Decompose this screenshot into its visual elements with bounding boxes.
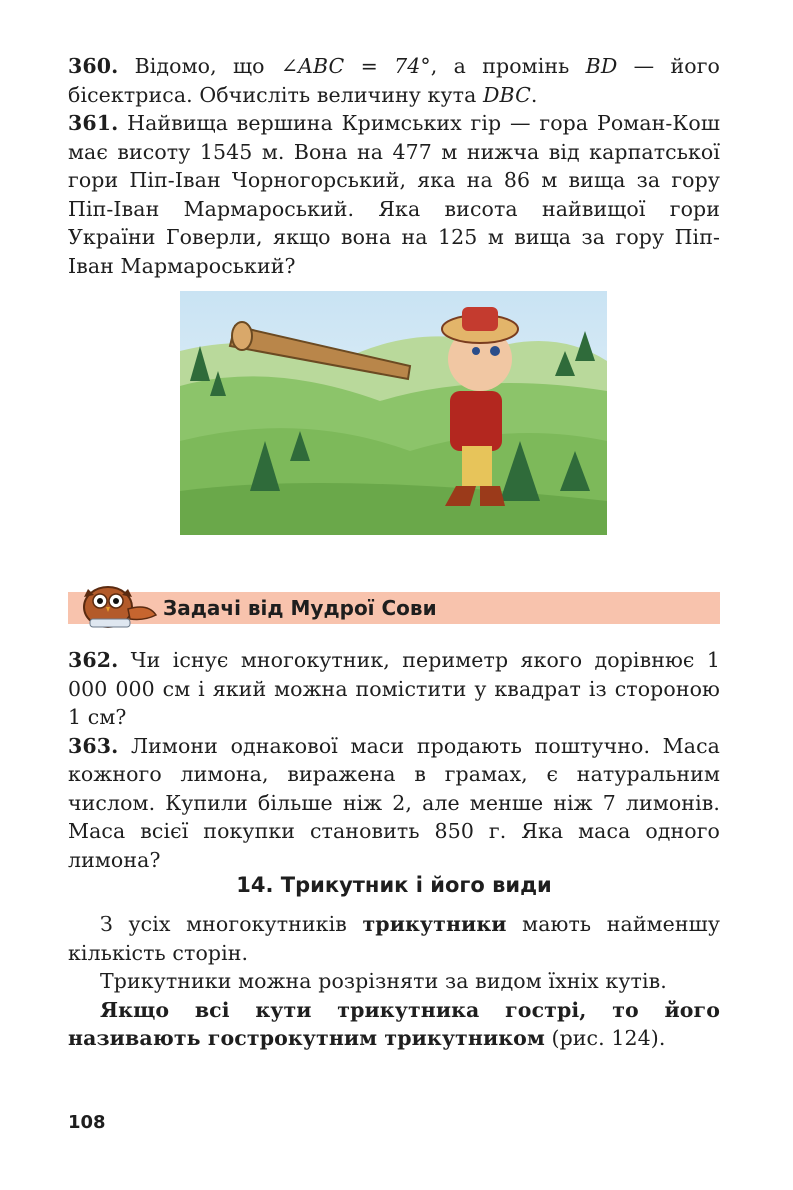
page-number: 108 bbox=[68, 1112, 106, 1133]
angle-expression: ∠ABC = 74° bbox=[280, 54, 431, 78]
problem-360: 360. Відомо, що ∠ABC = 74°, а промінь BD — його бісектриса. Обчисліть величину кута DBC. bbox=[68, 54, 720, 107]
problem-number: 360. bbox=[68, 54, 119, 78]
owl-icon bbox=[68, 575, 160, 631]
mountain-horn-illustration bbox=[180, 291, 607, 535]
problem-362: 362. Чи існує многокутник, периметр якого дорівнює 1 000 000 см і який можна помістити у квадрат із стороною 1 см? bbox=[68, 648, 720, 729]
section-heading: 14. Трикутник і його види bbox=[236, 873, 552, 897]
problem-number: 363. bbox=[68, 733, 119, 758]
definition-acute-triangle: Якщо всі кути трикутника гострі, то його називають гострокутним трикутником (рис. 124). bbox=[68, 997, 720, 1050]
problem-number: 361. bbox=[68, 111, 119, 135]
wise-owl-banner bbox=[68, 589, 720, 625]
term-triangles: трикутники bbox=[362, 912, 507, 936]
problems-owl bbox=[68, 646, 720, 874]
banner-title: Задачі від Мудрої Сови bbox=[163, 596, 437, 620]
paragraph-1: З усіх многокутників трикутники мають найменшу кількість сторін. bbox=[68, 912, 720, 965]
problem-363: 363. Лимони однакової маси продають поштучно. Маса кожного лимона, виражена в грамах, є натуральним числом. Купили більше ніж 2, але менше ніж 7 лимонів. Маса всієї покупки становить 850 г. Яка маса одного лимона? bbox=[68, 733, 720, 872]
illustration-image bbox=[180, 291, 607, 535]
problem-361: 361. Найвища вершина Кримських гір — гора Роман-Кош має висоту 1545 м. Вона на 477 м нижча від карпатської гори Піп-Іван Чорногорський, яка на 86 м вища за гору Піп-Іван Мармароський. Яка висота найвищої гори України Говерли, якщо вона на 125 м вища за гору Піп-Іван Мармароський? bbox=[68, 111, 720, 278]
paragraph-2: Трикутники можна розрізняти за видом їхніх кутів. bbox=[100, 969, 667, 993]
section-body bbox=[68, 910, 720, 1053]
problem-number: 362. bbox=[68, 648, 119, 672]
problems-top bbox=[68, 52, 720, 280]
